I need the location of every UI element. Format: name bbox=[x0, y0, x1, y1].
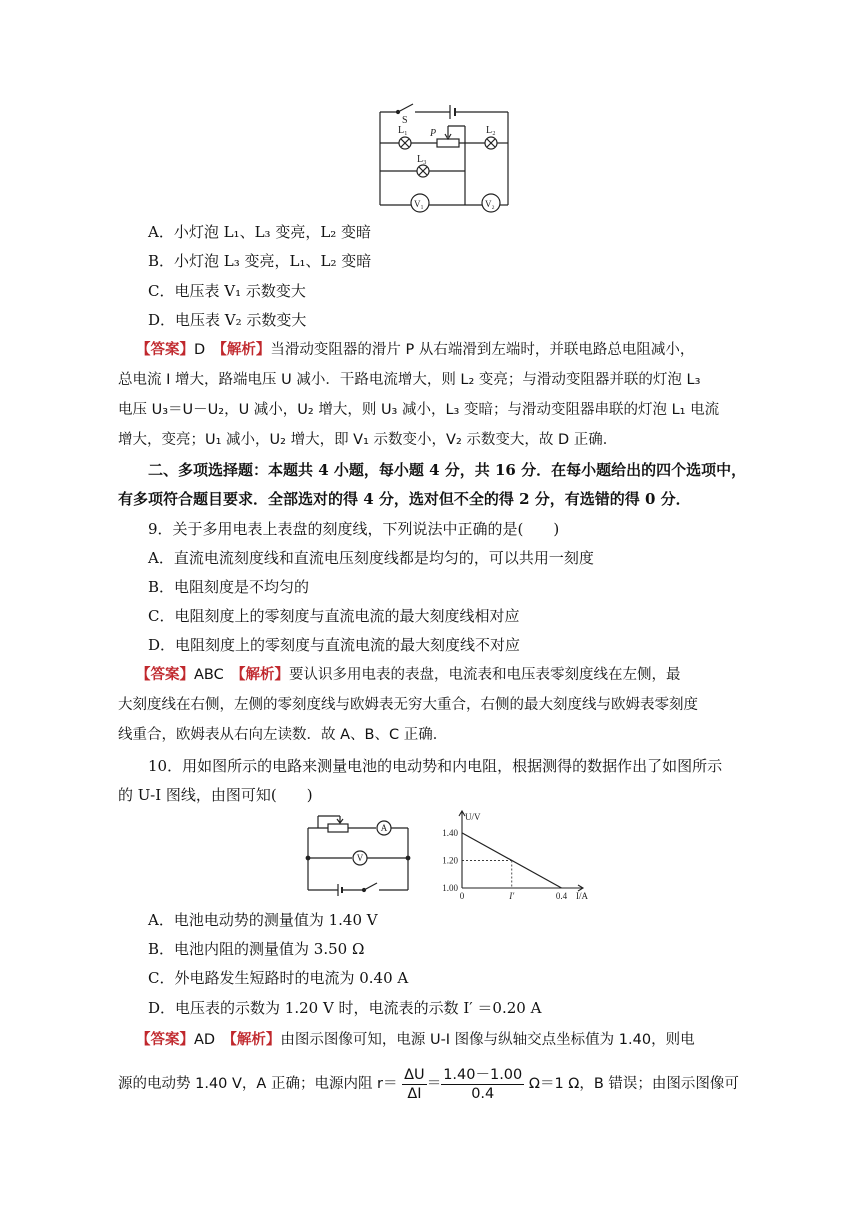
fraction-values bbox=[441, 1066, 524, 1103]
q10-stem-line-2: 的 U-I 图线，由图可知( ) bbox=[118, 786, 313, 804]
x-axis-label: I/A bbox=[576, 891, 588, 901]
q8-analysis-line-2: 总电流 I 增大，路端电压 U 减小．干路电流增大，则 L₂ 变亮；与滑动变阻器并联的灯泡 L₃ bbox=[118, 372, 701, 388]
q8-option-b: B．小灯泡 L₃ 变亮，L₁、L₂ 变暗 bbox=[148, 252, 372, 270]
answer-tag: 【答案】 bbox=[136, 667, 194, 683]
circuit-diagram-q8 bbox=[0, 0, 860, 215]
q9-option-c: C．电阻刻度上的零刻度与直流电流的最大刻度线相对应 bbox=[148, 607, 520, 625]
q10-option-d: D．电压表的示数为 1.20 V 时，电流表的示数 I′ ＝0.20 A bbox=[148, 999, 542, 1017]
q10-analysis-line-2 bbox=[118, 1062, 742, 1106]
answer-tag: 【答案】 bbox=[136, 342, 194, 358]
circuit-diagram-q10 bbox=[300, 808, 420, 903]
q9-stem: 9．关于多用电表上表盘的刻度线，下列说法中正确的是( ) bbox=[148, 520, 560, 538]
equals-sign: ＝ bbox=[426, 1076, 442, 1092]
q9-analysis-line-3: 线重合，欧姆表从右向左读数．故 A、B、C 正确． bbox=[118, 727, 448, 743]
q10-option-b: B．电池内阻的测量值为 3.50 Ω bbox=[148, 940, 365, 958]
q10-stem-line-1: 10．用如图所示的电路来测量电池的电动势和内电阻，根据测得的数据作出了如图所示 bbox=[148, 757, 723, 775]
l2-label: L₂ bbox=[486, 125, 496, 136]
p-label: P bbox=[430, 128, 437, 139]
v2-label: V₂ bbox=[485, 199, 495, 209]
q9-option-b: B．电阻刻度是不均匀的 bbox=[148, 578, 310, 596]
q8-analysis-line-3: 电压 U₃＝U－U₂，U 减小，U₂ 增大，则 U₃ 减小，L₃ 变暗；与滑动变阻器串联的灯泡 L₁ 电流 bbox=[118, 402, 720, 418]
q8-analysis-line-4: 增大，变亮；U₁ 减小，U₂ 增大，即 V₁ 示数变小，V₂ 示数变大，故 D 正确． bbox=[118, 432, 618, 448]
ammeter-label: A bbox=[380, 823, 388, 833]
analysis-text: 当滑动变阻器的滑片 P 从右端滑到左端时，并联电路总电阻减小， bbox=[270, 342, 695, 358]
analysis-text: 由图示图像可知，电源 U-I 图像与纵轴交点坐标值为 1.40，则电 bbox=[280, 1032, 695, 1048]
analysis-tag: 【解析】 bbox=[238, 667, 289, 683]
analysis-tag: 【解析】 bbox=[229, 1032, 281, 1048]
fraction-delta bbox=[402, 1066, 427, 1103]
q9-analysis-line-2: 大刻度线在右侧，左侧的零刻度线与欧姆表无穷大重合，右侧的最大刻度线与欧姆表零刻度 bbox=[118, 697, 698, 713]
answer-tag: 【答案】 bbox=[136, 1032, 194, 1048]
answer-value: AD bbox=[194, 1032, 216, 1048]
v1-label: V₁ bbox=[414, 199, 424, 209]
y-tick-label: 1.40 bbox=[442, 827, 458, 838]
fraction-denominator: 0.4 bbox=[471, 1085, 495, 1102]
ui-chart bbox=[432, 806, 592, 906]
analysis-text-pre: 源的电动势 1.40 V，A 正确；电源内阻 r＝ bbox=[118, 1076, 398, 1092]
q10-option-c: C．外电路发生短路时的电流为 0.40 A bbox=[148, 969, 409, 987]
y-tick-label: 1.00 bbox=[442, 883, 458, 893]
answer-value: ABC bbox=[194, 667, 224, 683]
analysis-text-post: Ω＝1 Ω，B 错误；由图示图像可 bbox=[528, 1076, 739, 1092]
fraction-numerator: ΔU bbox=[404, 1066, 425, 1083]
x-tick-label: 0.4 bbox=[555, 891, 568, 901]
y-tick-label: 1.20 bbox=[442, 855, 458, 866]
y-axis-label: U/V bbox=[465, 812, 481, 822]
l1-label: L₁ bbox=[398, 125, 408, 136]
fraction-denominator: ΔI bbox=[407, 1085, 422, 1102]
q8-option-c: C．电压表 V₁ 示数变大 bbox=[148, 282, 306, 300]
answer-value: D bbox=[194, 342, 206, 358]
q10-option-a: A．电池电动势的测量值为 1.40 V bbox=[148, 911, 378, 929]
q8-option-a: A．小灯泡 L₁、L₃ 变亮，L₂ 变暗 bbox=[148, 223, 372, 241]
q9-option-d: D．电阻刻度上的零刻度与直流电流的最大刻度线不对应 bbox=[148, 636, 521, 654]
q10-answer-line bbox=[136, 1030, 742, 1050]
q9-option-a: A．直流电流刻度线和直流电压刻度线都是均匀的，可以共用一刻度 bbox=[148, 549, 594, 567]
switch-label: S bbox=[402, 115, 408, 126]
x-tick-label: I′ bbox=[509, 891, 515, 901]
analysis-tag: 【解析】 bbox=[219, 342, 271, 358]
l3-label: L₃ bbox=[417, 154, 427, 165]
x-tick-label: 0 bbox=[459, 891, 465, 901]
q8-option-d: D．电压表 V₂ 示数变大 bbox=[148, 311, 307, 329]
q8-answer-line bbox=[136, 340, 742, 360]
fraction-numerator: 1.40－1.00 bbox=[443, 1066, 523, 1083]
voltmeter-label: V bbox=[356, 853, 364, 863]
section-heading-line-1: 二、多项选择题：本题共 4 小题，每小题 4 分，共 16 分．在每小题给出的四个选项中， bbox=[148, 461, 747, 479]
section-heading-line-2: 有多项符合题目要求．全部选对的得 4 分，选对但不全的得 2 分，有选错的得 0 分． bbox=[118, 490, 691, 508]
analysis-text: 要认识多用电表的表盘，电流表和电压表零刻度线在左侧，最 bbox=[289, 667, 681, 683]
q9-answer-line bbox=[136, 665, 742, 685]
